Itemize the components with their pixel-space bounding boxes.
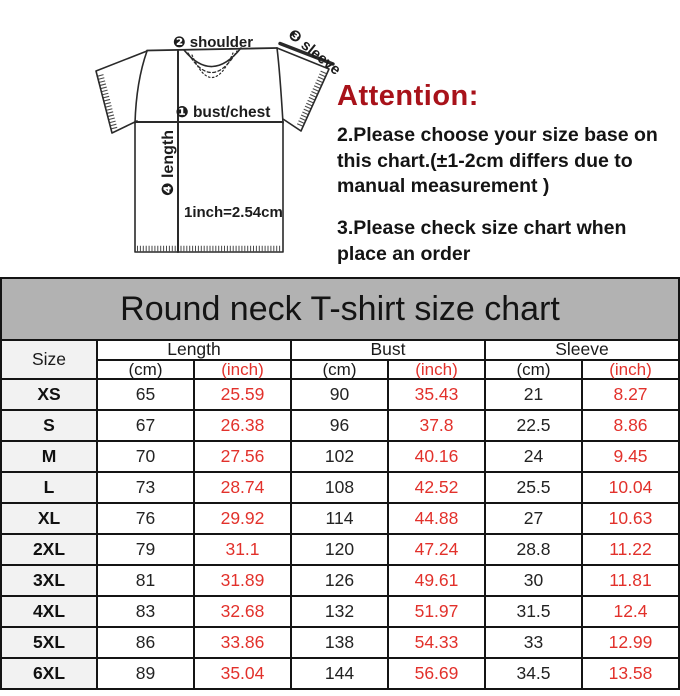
table-row: [1, 379, 679, 410]
table-row: [1, 472, 679, 503]
length-in-cell: 31.1: [194, 534, 291, 565]
size-rows: [1, 379, 679, 689]
bust-in-cell: 42.52: [388, 472, 485, 503]
bust-cm-cell: 132: [291, 596, 388, 627]
table-row: [1, 627, 679, 658]
bust-in-cell: 44.88: [388, 503, 485, 534]
sleeve-cm-cell: 34.5: [485, 658, 582, 689]
attention-block: [337, 80, 677, 268]
bust-in-cell: 54.33: [388, 627, 485, 658]
sleeve-group-header: Sleeve: [485, 340, 679, 360]
bust-cm-cell: 108: [291, 472, 388, 503]
length-in-cell: 26.38: [194, 410, 291, 441]
bust-in-cell: 40.16: [388, 441, 485, 472]
table-row: [1, 658, 679, 689]
length-in-cell: 35.04: [194, 658, 291, 689]
length-cm-cell: 79: [97, 534, 194, 565]
sleeve-cm-cell: 22.5: [485, 410, 582, 441]
length-cm-cell: 83: [97, 596, 194, 627]
length-cm-cell: 89: [97, 658, 194, 689]
bust-cm-cell: 102: [291, 441, 388, 472]
length-in-cell: 32.68: [194, 596, 291, 627]
size-cell: 4XL: [1, 596, 97, 627]
sleeve-in-cell: 9.45: [582, 441, 679, 472]
sleeve-in-cell: 11.81: [582, 565, 679, 596]
sleeve-in-cell: 8.86: [582, 410, 679, 441]
size-chart-table: [0, 277, 680, 690]
sleeve-cm-cell: 24: [485, 441, 582, 472]
sleeve-in-cell: 12.99: [582, 627, 679, 658]
bust-group-header: Bust: [291, 340, 485, 360]
bust-in-cell: 37.8: [388, 410, 485, 441]
size-cell: 5XL: [1, 627, 97, 658]
bust-in-cell: 47.24: [388, 534, 485, 565]
length-group-header: Length: [97, 340, 291, 360]
size-cell: XL: [1, 503, 97, 534]
table-row: [1, 596, 679, 627]
attention-note-2: 2.Please choose your size base on this chart.(±1-2cm differs due to manual measurement ): [337, 124, 658, 198]
length-in-cell: 31.89: [194, 565, 291, 596]
length-inch-header: (inch): [194, 360, 291, 379]
sleeve-in-cell: 12.4: [582, 596, 679, 627]
sleeve-cm-cell: 21: [485, 379, 582, 410]
size-cell: 2XL: [1, 534, 97, 565]
length-in-cell: 29.92: [194, 503, 291, 534]
length-label: ❹ length: [160, 130, 177, 196]
length-in-cell: 27.56: [194, 441, 291, 472]
bust-in-cell: 51.97: [388, 596, 485, 627]
bust-cm-cell: 114: [291, 503, 388, 534]
attention-title: Attention:: [337, 80, 479, 112]
size-cell: 6XL: [1, 658, 97, 689]
bust-cm-cell: 96: [291, 410, 388, 441]
sleeve-in-cell: 8.27: [582, 379, 679, 410]
inch-conversion-note: 1inch=2.54cm: [184, 204, 283, 221]
bust-in-cell: 49.61: [388, 565, 485, 596]
sleeve-cm-header: (cm): [485, 360, 582, 379]
bust-chest-label: ❶ bust/chest: [175, 104, 271, 121]
length-cm-cell: 81: [97, 565, 194, 596]
size-cell: S: [1, 410, 97, 441]
bust-cm-cell: 90: [291, 379, 388, 410]
tshirt-diagram: [0, 0, 348, 277]
table-row: [1, 565, 679, 596]
bust-in-cell: 56.69: [388, 658, 485, 689]
bust-cm-cell: 144: [291, 658, 388, 689]
attention-note-3: 3.Please check size chart when place an order: [337, 217, 627, 265]
bust-cm-cell: 126: [291, 565, 388, 596]
bust-cm-header: (cm): [291, 360, 388, 379]
sleeve-cm-cell: 28.8: [485, 534, 582, 565]
sleeve-cm-cell: 31.5: [485, 596, 582, 627]
sleeve-inch-header: (inch): [582, 360, 679, 379]
length-cm-cell: 86: [97, 627, 194, 658]
table-group-header-row: [1, 340, 679, 360]
sleeve-in-cell: 13.58: [582, 658, 679, 689]
sleeve-cm-cell: 25.5: [485, 472, 582, 503]
sleeve-in-cell: 10.04: [582, 472, 679, 503]
shoulder-label: ❷ shoulder: [172, 34, 254, 51]
size-cell: M: [1, 441, 97, 472]
table-row: [1, 441, 679, 472]
sleeve-in-cell: 10.63: [582, 503, 679, 534]
size-column-header: Size: [1, 340, 97, 379]
sleeve-cm-cell: 27: [485, 503, 582, 534]
length-cm-cell: 76: [97, 503, 194, 534]
length-cm-cell: 65: [97, 379, 194, 410]
sleeve-label: ❸ sleeve: [284, 25, 344, 79]
bust-inch-header: (inch): [388, 360, 485, 379]
sleeve-in-cell: 11.22: [582, 534, 679, 565]
sleeve-cm-cell: 30: [485, 565, 582, 596]
table-title-row: [1, 278, 679, 340]
length-cm-cell: 70: [97, 441, 194, 472]
length-in-cell: 25.59: [194, 379, 291, 410]
bust-cm-cell: 138: [291, 627, 388, 658]
table-title: Round neck T-shirt size chart: [1, 278, 679, 340]
size-cell: XS: [1, 379, 97, 410]
table-row: [1, 410, 679, 441]
size-cell: 3XL: [1, 565, 97, 596]
length-cm-cell: 67: [97, 410, 194, 441]
table-row: [1, 503, 679, 534]
length-cm-cell: 73: [97, 472, 194, 503]
sleeve-cm-cell: 33: [485, 627, 582, 658]
length-in-cell: 33.86: [194, 627, 291, 658]
bust-in-cell: 35.43: [388, 379, 485, 410]
size-cell: L: [1, 472, 97, 503]
table-row: [1, 534, 679, 565]
length-in-cell: 28.74: [194, 472, 291, 503]
bust-cm-cell: 120: [291, 534, 388, 565]
length-cm-header: (cm): [97, 360, 194, 379]
table-unit-header-row: [1, 360, 679, 379]
